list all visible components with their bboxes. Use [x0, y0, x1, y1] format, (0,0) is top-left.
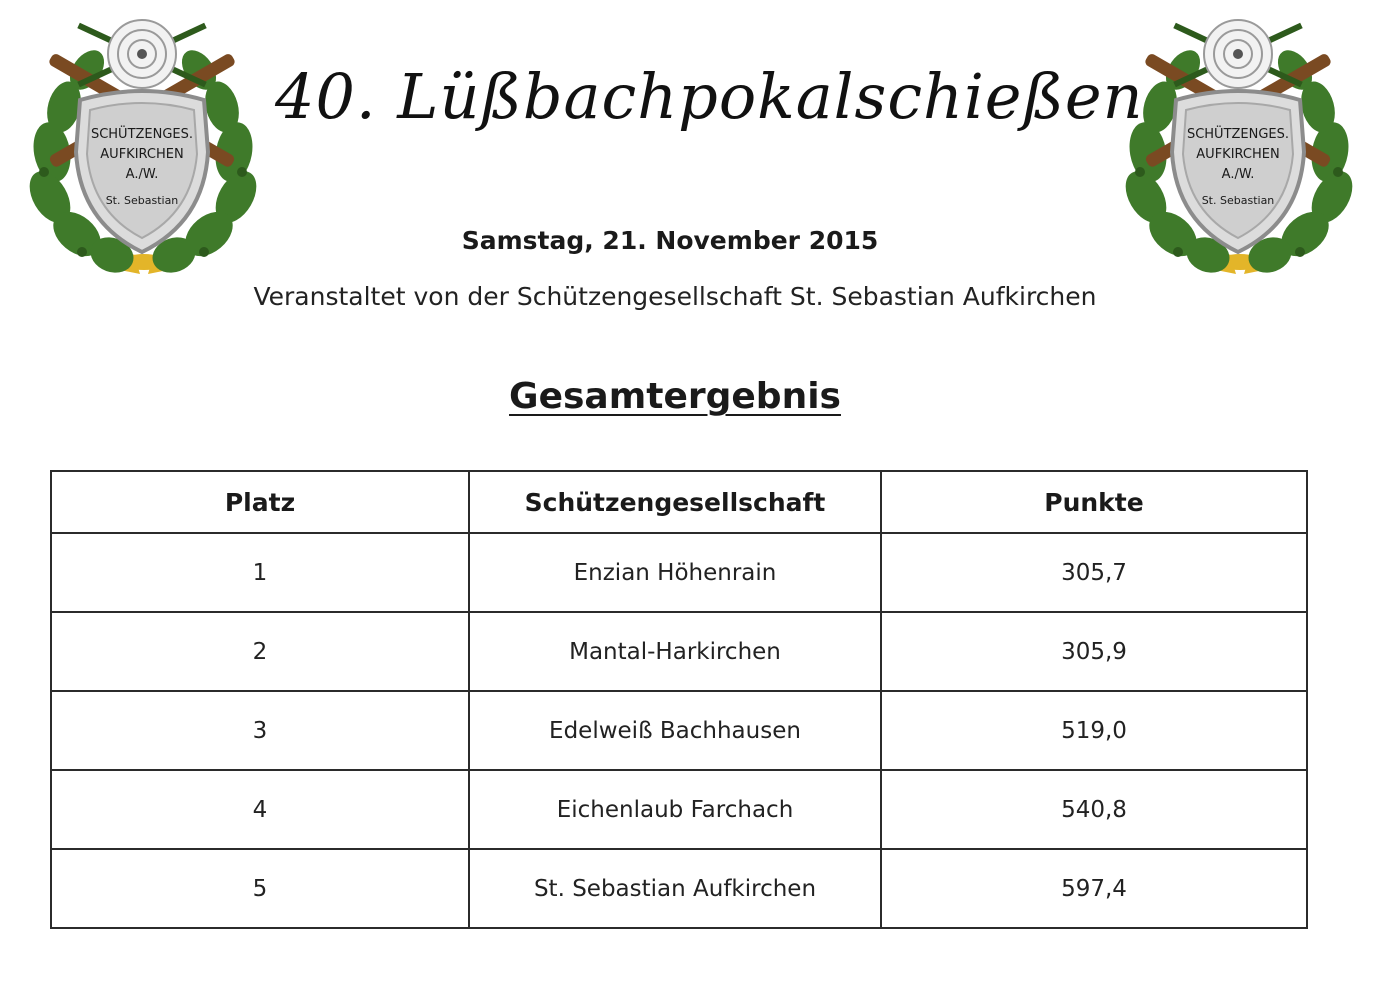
- cell-platz: 2: [51, 612, 469, 691]
- cell-platz: 4: [51, 770, 469, 849]
- cell-punkte: 305,7: [881, 533, 1307, 612]
- logo-line-2: AUFKIRCHEN: [1196, 147, 1280, 162]
- results-table: [50, 470, 1308, 929]
- club-logo-right: [1118, 12, 1358, 282]
- cell-club-name: Enzian Höhenrain: [469, 533, 881, 612]
- logo-line-3: A./W.: [1221, 167, 1255, 182]
- cell-platz: 3: [51, 691, 469, 770]
- column-header-punkte: Punkte: [881, 471, 1307, 533]
- logo-line-4: St. Sebastian: [105, 194, 179, 207]
- table-header-row: [51, 471, 1307, 533]
- table-row: [51, 691, 1307, 770]
- logo-line-3: A./W.: [125, 167, 159, 182]
- logo-line-1: SCHÜTZENGES.: [90, 127, 194, 142]
- column-header-platz: Platz: [51, 471, 469, 533]
- cell-club-name: Eichenlaub Farchach: [469, 770, 881, 849]
- results-heading: Gesamtergebnis: [509, 376, 841, 417]
- table-row: [51, 849, 1307, 928]
- logo-line-2: AUFKIRCHEN: [100, 147, 184, 162]
- cell-club-name: St. Sebastian Aufkirchen: [469, 849, 881, 928]
- cell-platz: 5: [51, 849, 469, 928]
- logo-line-4: St. Sebastian: [1201, 194, 1275, 207]
- organizer-line: Veranstaltet von der Schützengesellschaft St. Sebastian Aufkirchen: [253, 282, 1097, 311]
- event-date: Samstag, 21. November 2015: [461, 226, 879, 255]
- cell-punkte: 519,0: [881, 691, 1307, 770]
- table-row: [51, 612, 1307, 691]
- club-logo-left: [22, 12, 262, 282]
- page-title: 40. Lüßbachpokalschießen: [275, 60, 1144, 133]
- cell-punkte: 540,8: [881, 770, 1307, 849]
- cell-club-name: Mantal-Harkirchen: [469, 612, 881, 691]
- table-row: [51, 533, 1307, 612]
- cell-club-name: Edelweiß Bachhausen: [469, 691, 881, 770]
- cell-punkte: 305,9: [881, 612, 1307, 691]
- cell-punkte: 597,4: [881, 849, 1307, 928]
- logo-line-1: SCHÜTZENGES.: [1186, 127, 1290, 142]
- table-row: [51, 770, 1307, 849]
- column-header-schuetzengesellschaft: Schützengesellschaft: [469, 471, 881, 533]
- cell-platz: 1: [51, 533, 469, 612]
